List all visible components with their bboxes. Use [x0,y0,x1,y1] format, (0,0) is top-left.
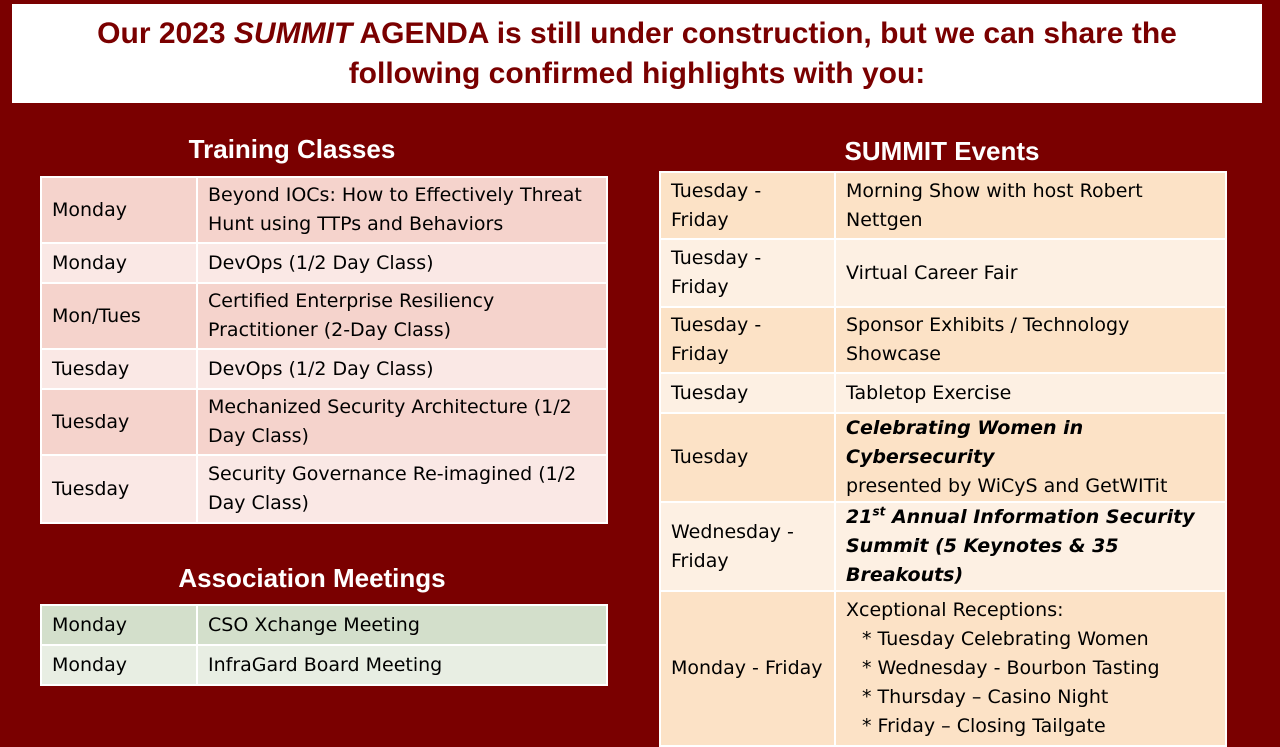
header-banner [12,4,1262,103]
day-cell: Monday [41,243,197,283]
banner-text-part3: AGENDA is still under construction, but we can share the following confirmed highlights with you: [348,16,1177,90]
table-row [660,502,1226,591]
day-cell: Tuesday [41,455,197,523]
table-row [41,455,607,523]
day-cell: Tuesday [41,349,197,389]
table-row [41,645,607,685]
reception-item: * Wednesday - Bourbon Tasting [862,657,1160,679]
event-cell: Morning Show with host Robert Nettgen [835,172,1226,239]
table-row [41,177,607,243]
event-cell: Certified Enterprise Resiliency Practitioner (2-Day Class) [197,283,607,349]
table-row [660,172,1226,239]
table-row [660,413,1226,502]
event-cell [835,502,1226,591]
association-meetings-table [40,604,608,686]
day-cell: Tuesday - Friday [660,239,835,307]
table-row [41,243,607,283]
table-row [660,373,1226,413]
day-cell: Tuesday - Friday [660,172,835,239]
day-cell: Tuesday [660,413,835,502]
event-cell: Tabletop Exercise [835,373,1226,413]
table-row [660,239,1226,307]
training-classes-table [40,176,608,524]
event-cell [835,413,1226,502]
event-ordinal-suffix: st [872,504,886,519]
summit-events-table [659,171,1227,747]
table-row [41,605,607,645]
banner-text-summit: SUMMIT [233,16,353,50]
event-cell: Sponsor Exhibits / Technology Showcase [835,307,1226,373]
event-cell: CSO Xchange Meeting [197,605,607,645]
day-cell: Wednesday - Friday [660,502,835,591]
event-cell: Mechanized Security Architecture (1/2 Day Class) [197,389,607,455]
reception-item: * Thursday – Casino Night [862,686,1109,708]
association-meetings-title: Association Meetings [178,563,446,593]
day-cell: Mon/Tues [41,283,197,349]
day-cell: Tuesday - Friday [660,307,835,373]
event-cell: Security Governance Re-imagined (1/2 Day Class) [197,455,607,523]
table-row [41,349,607,389]
banner-text-part1: Our 2023 [97,16,234,50]
table-row [41,389,607,455]
event-cell: InfraGard Board Meeting [197,645,607,685]
day-cell: Tuesday [41,389,197,455]
event-highlight: Celebrating Women in Cybersecurity [846,417,1084,468]
summit-events-title: SUMMIT Events [844,136,1040,166]
event-cell [835,591,1226,746]
event-cell: Beyond IOCs: How to Effectively Threat Hunt using TTPs and Behaviors [197,177,607,243]
table-row [660,307,1226,373]
day-cell: Monday [41,605,197,645]
reception-heading: Xceptional Receptions: [846,599,1064,621]
day-cell: Monday - Friday [660,591,835,746]
day-cell: Monday [41,177,197,243]
reception-item: * Tuesday Celebrating Women [862,628,1149,650]
event-cell: DevOps (1/2 Day Class) [197,349,607,389]
day-cell: Monday [41,645,197,685]
banner-text [32,14,1242,94]
day-cell: Tuesday [660,373,835,413]
event-ordinal: 21 [846,506,873,528]
table-row [41,283,607,349]
table-row [660,591,1226,746]
event-detail: presented by WiCyS and GetWITit [846,475,1168,497]
training-classes-title: Training Classes [188,134,396,164]
event-cell: Virtual Career Fair [835,239,1226,307]
reception-item: * Friday – Closing Tailgate [862,715,1106,737]
event-cell: DevOps (1/2 Day Class) [197,243,607,283]
event-highlight: Annual Information Security Summit (5 Keynotes & 35 Breakouts) [846,506,1195,586]
